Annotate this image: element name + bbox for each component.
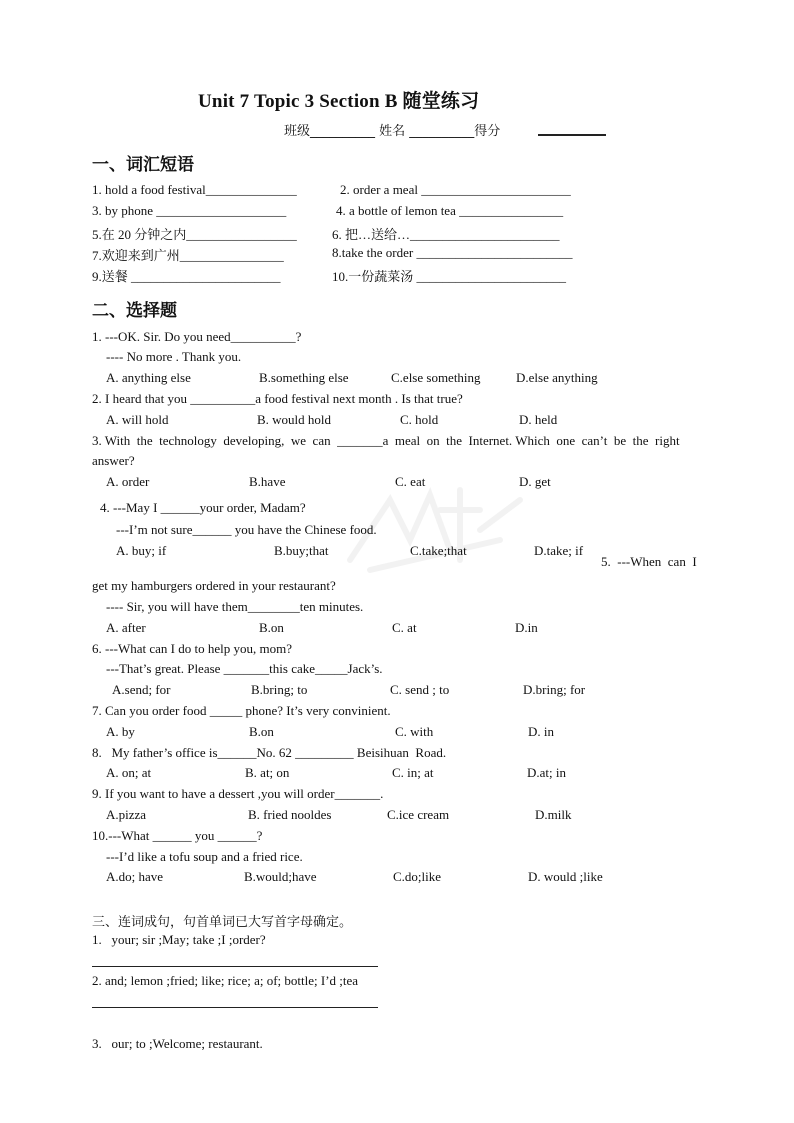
score-underline: [538, 134, 606, 136]
vocab-item: 10.一份蔬菜汤 _______________________: [332, 269, 567, 284]
option-d: D. get: [519, 474, 551, 489]
option-d: D.else anything: [516, 370, 598, 385]
option-b: B.something else: [259, 370, 349, 385]
option-a: A. on; at: [106, 765, 152, 780]
option-b: B. at; on: [245, 765, 290, 780]
answer-line: [92, 966, 378, 967]
vocab-item: 6. 把…送给…_______________________: [332, 227, 560, 242]
option-b: B.have: [249, 474, 286, 489]
vocab-item: 5.在 20 分钟之内_________________: [92, 227, 297, 242]
option-a: A. buy; if: [116, 543, 167, 558]
question-stem: 10.---What ______ you ______?: [92, 828, 263, 843]
question-stem-cont: answer?: [92, 453, 135, 468]
answer-line: [92, 1007, 378, 1008]
option-a: A. after: [106, 620, 146, 635]
question-stem: 4. ---May I ______your order, Madam?: [100, 500, 306, 515]
option-c: C. in; at: [392, 765, 434, 780]
option-b: B.bring; to: [251, 682, 308, 697]
option-d: D.take; if: [534, 543, 584, 558]
question-stem-cont: get my hamburgers ordered in your restaurant?: [92, 578, 336, 593]
option-c: C. send ; to: [390, 682, 450, 697]
page-title: Unit 7 Topic 3 Section B 随堂练习: [198, 91, 480, 112]
vocab-item: 2. order a meal _______________________: [340, 182, 571, 197]
section3-heading: 三、连词成句，句首单词已大写首字母确定。: [92, 915, 353, 930]
option-b: B.on: [259, 620, 284, 635]
option-d: D. in: [528, 724, 554, 739]
option-c: C.take;that: [410, 543, 467, 558]
question-stem: 3. With the technology developing, we can _______a meal on the Internet. Which one can’t be the right: [92, 433, 680, 448]
vocab-item: 1. hold a food festival______________: [92, 182, 297, 197]
vocab-item: 7.欢迎来到广州________________: [92, 248, 284, 263]
option-a: A. order: [106, 474, 150, 489]
question-reply: ---- Sir, you will have them________ten minutes.: [106, 599, 364, 614]
question-reply: ---I’m not sure______ you have the Chinese food.: [116, 522, 377, 537]
sentence-item: 1. your; sir ;May; take ;I ;order?: [92, 932, 266, 947]
option-a: A. by: [106, 724, 135, 739]
option-a: A.send; for: [112, 682, 171, 697]
option-d: D.at; in: [527, 765, 566, 780]
option-c: C. eat: [395, 474, 426, 489]
option-a: A. will hold: [106, 412, 169, 427]
option-c: C. hold: [400, 412, 439, 427]
option-a: A. anything else: [106, 370, 191, 385]
option-d: D.bring; for: [523, 682, 586, 697]
option-d: D. would ;like: [528, 869, 603, 884]
question-reply: ---- No more . Thank you.: [106, 349, 242, 364]
section2-heading: 二、选择题: [92, 301, 177, 321]
option-d: D. held: [519, 412, 558, 427]
question-stem: 2. I heard that you __________a food festival next month . Is that true?: [92, 391, 463, 406]
option-a: A.pizza: [106, 807, 147, 822]
option-c: C.ice cream: [387, 807, 450, 822]
option-c: C. with: [395, 724, 434, 739]
question-stem: 1. ---OK. Sir. Do you need__________?: [92, 329, 302, 344]
vocab-item: 4. a bottle of lemon tea ________________: [336, 203, 564, 218]
vocab-item: 8.take the order ________________________: [332, 245, 573, 260]
question-stem: 5. ---When can I: [601, 554, 697, 569]
option-d: D.milk: [535, 807, 572, 822]
option-b: B. would hold: [257, 412, 332, 427]
option-c: C. at: [392, 620, 417, 635]
question-reply: ---I’d like a tofu soup and a fried rice.: [106, 849, 303, 864]
vocab-item: 9.送餐 _______________________: [92, 269, 281, 284]
option-b: B.on: [249, 724, 274, 739]
question-reply: ---That’s great. Please _______this cake_____Jack’s.: [106, 661, 383, 676]
header-info: 班级__________ 姓名 __________得分: [284, 124, 501, 139]
option-a: A.do; have: [106, 869, 164, 884]
section1-heading: 一、词汇短语: [92, 155, 194, 175]
sentence-item: 3. our; to ;Welcome; restaurant.: [92, 1036, 263, 1051]
option-b: B. fried nooldes: [248, 807, 332, 822]
option-b: B.would;have: [244, 869, 317, 884]
option-d: D.in: [515, 620, 538, 635]
question-stem: 7. Can you order food _____ phone? It’s very convinient.: [92, 703, 391, 718]
question-stem: 9. If you want to have a dessert ,you will order_______.: [92, 786, 384, 801]
vocab-item: 3. by phone ____________________: [92, 203, 287, 218]
question-stem: 8. My father’s office is______No. 62 _________ Beisihuan Road.: [92, 745, 447, 760]
sentence-item: 2. and; lemon ;fried; like; rice; a; of; bottle; I’d ;tea: [92, 973, 359, 988]
option-c: C.else something: [391, 370, 481, 385]
question-stem: 6. ---What can I do to help you, mom?: [92, 641, 292, 656]
option-b: B.buy;that: [274, 543, 329, 558]
option-c: C.do;like: [393, 869, 442, 884]
